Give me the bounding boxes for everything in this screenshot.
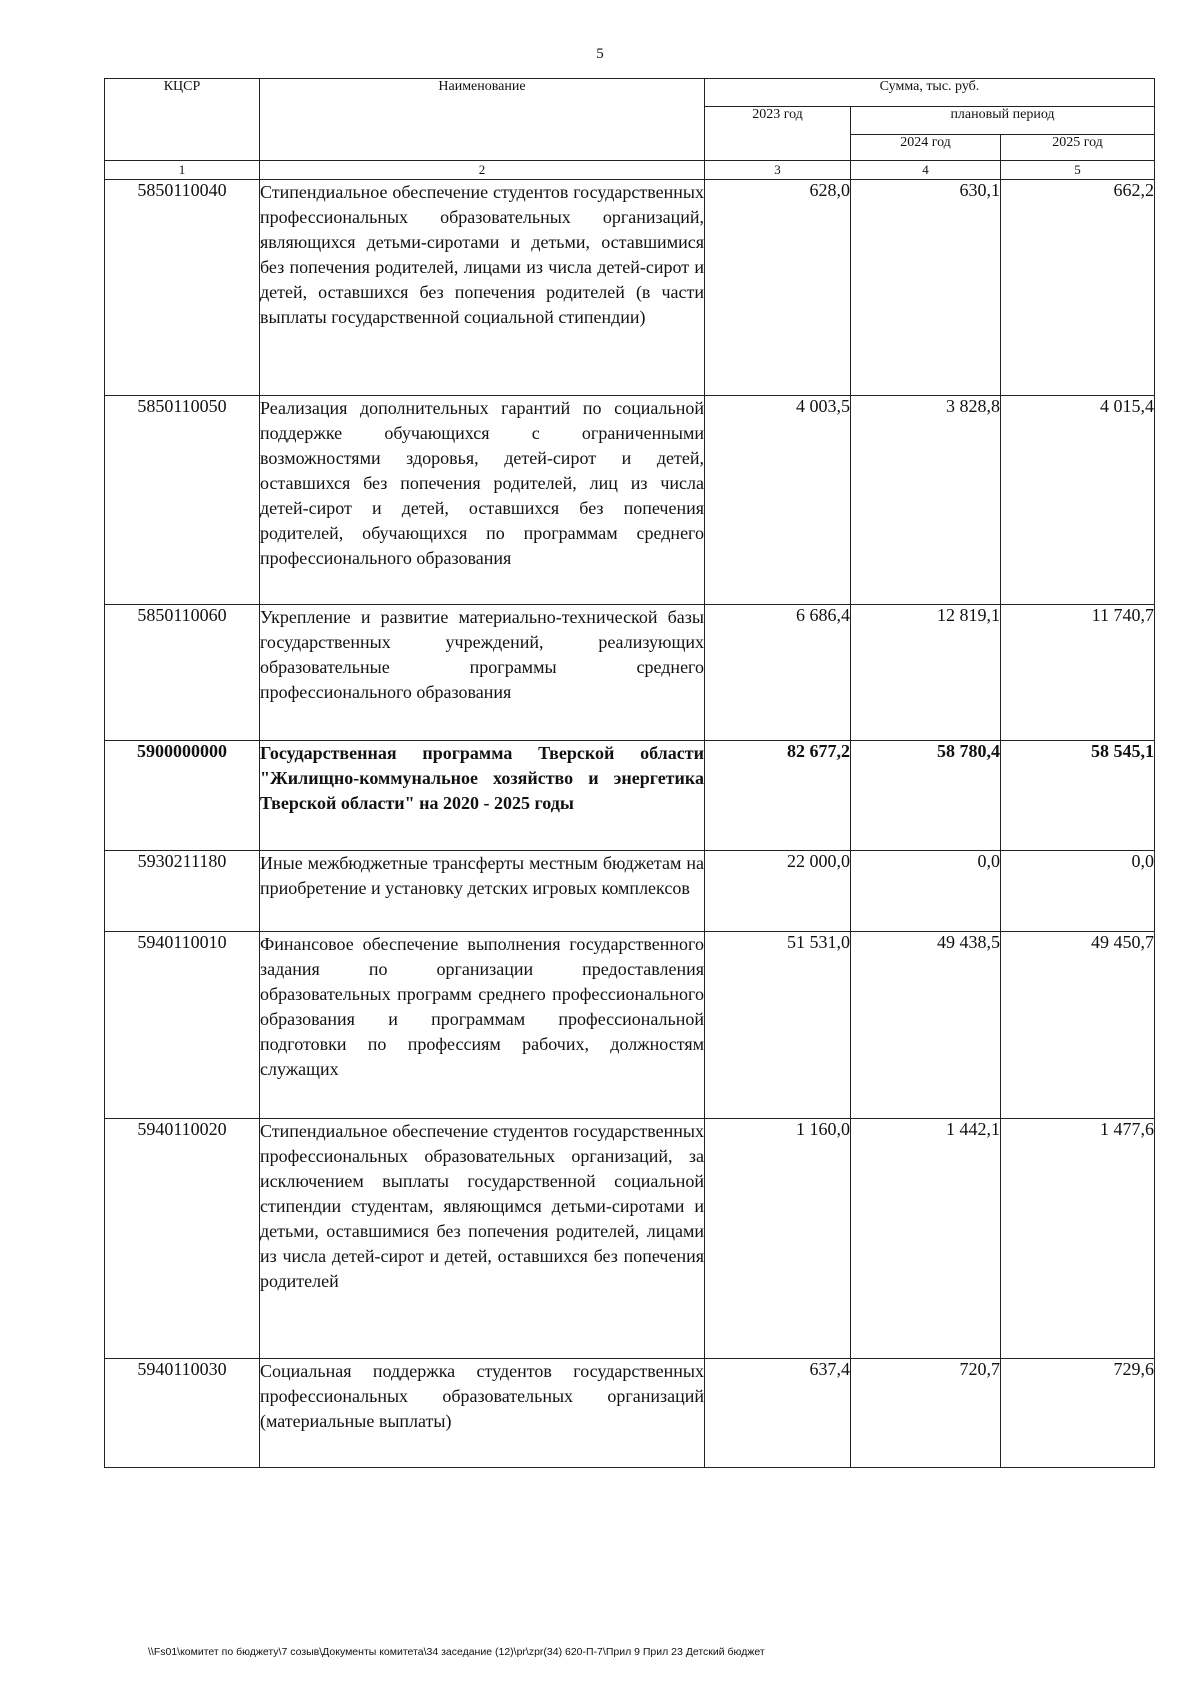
row-value-2023: 1 160,0 [705, 1119, 851, 1359]
row-value-2024: 12 819,1 [851, 605, 1001, 741]
row-value-2024: 58 780,4 [851, 741, 1001, 851]
row-name: Стипендиальное обеспечение студентов государственных профессиональных образовательных организаций, за исключением выплаты государственной социальной стипендии студентам, являющимся детьми-сиротами и детьми, оставшимися без попечения родителей, лицами из числа детей-сирот и детей, оставшихся без попечения родителей [260, 1119, 705, 1359]
row-value-2023: 6 686,4 [705, 605, 851, 741]
footer-file-path: \\Fs01\комитет по бюджету\7 созыв\Документы комитета\34 заседание (12)\pr\zpr(34) 620-П-7\Прил 9 Прил 23 Детский бюджет [148, 1646, 765, 1658]
row-value-2023: 82 677,2 [705, 741, 851, 851]
row-name: Государственная программа Тверской области "Жилищно-коммунальное хозяйство и энергетика Тверской области" на 2020 - 2025 годы [260, 741, 705, 851]
table-row [105, 396, 1155, 605]
row-value-2025: 58 545,1 [1001, 741, 1155, 851]
table-row [105, 932, 1155, 1119]
table-row [105, 605, 1155, 741]
row-value-2025: 0,0 [1001, 851, 1155, 932]
header-year-2024: 2024 год [851, 135, 1001, 161]
row-value-2024: 720,7 [851, 1359, 1001, 1468]
table-row [105, 180, 1155, 396]
column-number: 5 [1001, 161, 1155, 180]
row-code: 5940110020 [105, 1119, 260, 1359]
row-value-2023: 22 000,0 [705, 851, 851, 932]
row-value-2023: 4 003,5 [705, 396, 851, 605]
row-name: Финансовое обеспечение выполнения государственного задания по организации предоставления образовательных программ среднего профессионального образования и программам профессиональной подготовки по профессиям рабочих, должностям служащих [260, 932, 705, 1119]
column-numbers-row [105, 161, 1155, 180]
row-value-2025: 11 740,7 [1001, 605, 1155, 741]
header-year-2023: 2023 год [705, 107, 851, 161]
row-code: 5940110010 [105, 932, 260, 1119]
row-value-2024: 3 828,8 [851, 396, 1001, 605]
table-row [105, 741, 1155, 851]
row-value-2025: 1 477,6 [1001, 1119, 1155, 1359]
row-code: 5930211180 [105, 851, 260, 932]
header-name: Наименование [260, 79, 705, 161]
row-name: Реализация дополнительных гарантий по социальной поддержке обучающихся с ограниченными возможностями здоровья, детей-сирот и детей, оставшихся без попечения родителей, лиц из числа детей-сирот и детей, оставшихся без попечения родителей, обучающихся по программам среднего профессионального образования [260, 396, 705, 605]
row-name: Стипендиальное обеспечение студентов государственных профессиональных образовательных организаций, являющихся детьми-сиротами и детьми, оставшимися без попечения родителей, лицами из числа детей-сирот и детей, оставшихся без попечения родителей (в части выплаты государственной социальной стипендии) [260, 180, 705, 396]
row-value-2024: 630,1 [851, 180, 1001, 396]
row-value-2023: 628,0 [705, 180, 851, 396]
row-value-2024: 49 438,5 [851, 932, 1001, 1119]
column-number: 4 [851, 161, 1001, 180]
row-name: Социальная поддержка студентов государственных профессиональных образовательных организаций (материальные выплаты) [260, 1359, 705, 1468]
row-value-2025: 729,6 [1001, 1359, 1155, 1468]
column-number: 1 [105, 161, 260, 180]
table-row [105, 1359, 1155, 1468]
header-code: КЦСР [105, 79, 260, 161]
row-code: 5940110030 [105, 1359, 260, 1468]
row-code: 5900000000 [105, 741, 260, 851]
budget-table [104, 78, 1155, 1468]
row-value-2025: 4 015,4 [1001, 396, 1155, 605]
header-sum: Сумма, тыс. руб. [705, 79, 1155, 107]
table-row [105, 851, 1155, 932]
row-value-2023: 51 531,0 [705, 932, 851, 1119]
row-code: 5850110060 [105, 605, 260, 741]
column-number: 3 [705, 161, 851, 180]
row-name: Иные межбюджетные трансферты местным бюджетам на приобретение и установку детских игровых комплексов [260, 851, 705, 932]
row-value-2025: 49 450,7 [1001, 932, 1155, 1119]
row-value-2024: 0,0 [851, 851, 1001, 932]
table-row [105, 1119, 1155, 1359]
row-value-2023: 637,4 [705, 1359, 851, 1468]
row-name: Укрепление и развитие материально-технической базы государственных учреждений, реализующих образовательные программы среднего профессионального образования [260, 605, 705, 741]
row-code: 5850110050 [105, 396, 260, 605]
header-planned-period: плановый период [851, 107, 1155, 135]
row-code: 5850110040 [105, 180, 260, 396]
header-year-2025: 2025 год [1001, 135, 1155, 161]
row-value-2025: 662,2 [1001, 180, 1155, 396]
column-number: 2 [260, 161, 705, 180]
row-value-2024: 1 442,1 [851, 1119, 1001, 1359]
page-number: 5 [596, 46, 604, 62]
